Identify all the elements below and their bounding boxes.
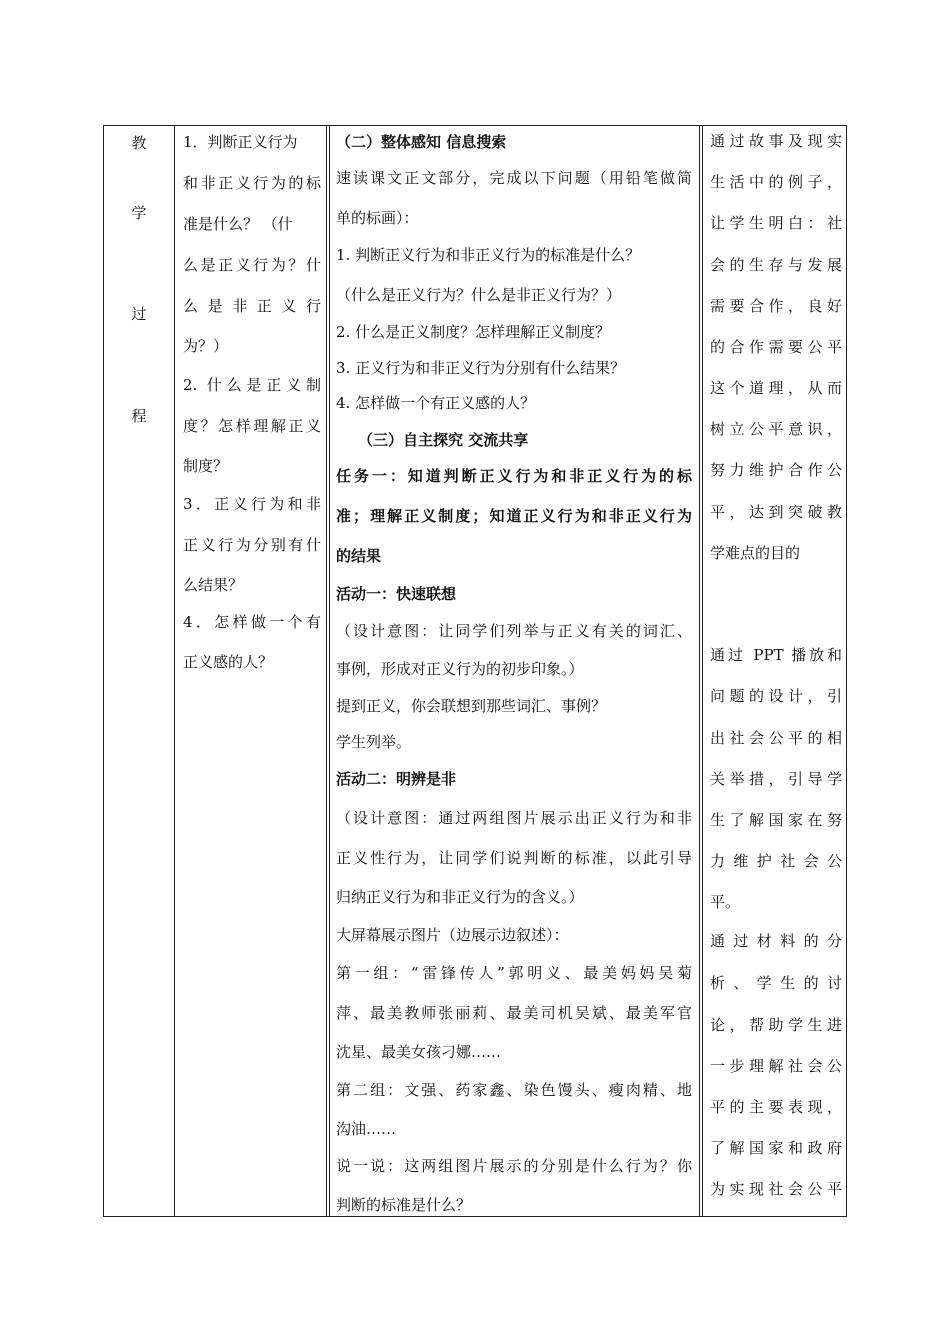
col3-line: 1. 判断正义行为和非正义行为的标准是什么？ [336, 246, 641, 264]
col4-line: 生了解国家在努 [710, 811, 842, 829]
col4-line: 努力维护合作公 [710, 461, 842, 479]
col3-line: 速读课文正文部分，完成以下问题（用铅笔做简 [336, 169, 692, 187]
col4-line: 学难点的目的 [710, 544, 801, 562]
col4-line: 了解国家和政府 [710, 1139, 842, 1157]
col3-line: 2. 什么是正义制度？怎样理解正义制度？ [336, 323, 611, 341]
objectives-column [174, 126, 330, 1216]
col4-line: 的合作需要公平 [710, 338, 842, 356]
side-label-char: 过 [131, 305, 147, 323]
col2-line: 1．判断正义行为 [183, 133, 298, 151]
col4-line: 通 过 材 料 的 分 [710, 932, 842, 950]
col3-line: 学生列举。 [336, 733, 412, 751]
col2-line: 么结果？ [183, 576, 244, 594]
col3-line: 沈星、最美女孩刁娜…… [336, 1043, 502, 1061]
col4-line: 生活中的例子， [710, 173, 842, 191]
lesson-table [103, 125, 847, 1217]
col3-line: （二）整体感知 信息搜索 [336, 133, 507, 151]
col4-line: 为实现社会公平 [710, 1180, 842, 1198]
col3-line: 活动一：快速联想 [336, 585, 457, 603]
col3-line: 归纳正义行为和非正义行为的含义。） [336, 888, 584, 906]
col4-line: 需要合作，良好 [710, 297, 842, 315]
col3-line: 沟油…… [336, 1120, 397, 1138]
col3-line: 任务一：知道判断正义行为和非正义行为的标 [336, 467, 692, 485]
col4-line: 一步理解社会公 [710, 1057, 842, 1075]
label-column [104, 126, 174, 1216]
col2-line: 3．正义行为和非 [183, 495, 321, 513]
col3-line: （什么是正义行为？什么是非正义行为？） [336, 286, 622, 304]
col3-line: （三）自主探究 交流共享 [358, 431, 529, 449]
col4-line: 通过 PPT 播放和 [710, 646, 842, 664]
col4-line: 会的生存与发展 [710, 256, 842, 274]
col2-line: 为？） [183, 337, 229, 355]
side-label-char: 学 [131, 204, 147, 222]
col3-line: 大屏幕展示图片（边展示边叙述）： [336, 926, 569, 944]
activities-column [328, 126, 703, 1216]
col2-line: 制度？ [183, 457, 229, 475]
col4-line: 平。 [710, 893, 741, 911]
col4-line: 平的主要表现， [710, 1098, 842, 1116]
col4-line: 关举措，引导学 [710, 770, 842, 788]
col4-line: 论，帮助学生进 [710, 1016, 842, 1034]
col3-line: 提到正义，你会联想到那些词汇、事例？ [336, 697, 607, 715]
col3-line: 活动二：明辨是非 [336, 770, 457, 788]
col3-line: 3. 正义行为和非正义行为分别有什么结果？ [336, 359, 626, 377]
side-label-char: 教 [131, 134, 147, 152]
col4-line: 平，达到突破教 [710, 503, 842, 521]
col3-line: 单的标画）： [336, 209, 419, 227]
col3-line: 4. 怎样做一个有正义感的人？ [336, 394, 536, 412]
col2-line: 准是什么？ （什 [183, 215, 293, 233]
col3-line: 说一说：这两组图片展示的分别是什么行为？你 [336, 1157, 692, 1175]
col4-line: 出社会公平的相 [710, 729, 842, 747]
col4-line: 树立公平意识， [710, 420, 842, 438]
col4-line: 让学生明白：社 [710, 214, 842, 232]
col3-line: （设计意图：让同学们列举与正义有关的词汇、 [336, 622, 692, 640]
col4-line: 析 、 学 生 的 讨 [710, 974, 842, 992]
side-label-char: 程 [131, 407, 147, 425]
col2-line: 么 是 非 正 义 行 [183, 297, 321, 315]
col2-line: 度？怎样理解正义 [183, 417, 321, 435]
col2-line: 么是正义行为？什 [183, 256, 321, 274]
col2-line: 正义行为分别有什 [183, 536, 321, 554]
col3-line: 事例，形成对正义行为的初步印象。） [336, 660, 584, 678]
col2-line: 正义感的人？ [183, 653, 274, 671]
col3-line: （设计意图：通过两组图片展示出正义行为和非 [336, 809, 692, 827]
col3-line: 判断的标准是什么？ [336, 1196, 472, 1214]
col4-line: 问题的设计，引 [710, 687, 842, 705]
col4-line: 通过故事及现实 [710, 132, 842, 150]
col2-line: 和非正义行为的标 [183, 174, 321, 192]
col3-line: 准；理解正义制度；知道正义行为和非正义行为 [336, 507, 692, 525]
design-intent-column [702, 126, 846, 1216]
col3-line: 第一组：“雷锋传人”郭明义、最美妈妈吴菊 [336, 964, 692, 982]
col4-line: 力 维 护 社 会 公 [710, 852, 842, 870]
col3-line: 正义性行为，让同学们说判断的标准，以此引导 [336, 849, 692, 867]
col3-line: 萍、最美教师张丽莉、最美司机吴斌、最美军官 [336, 1004, 692, 1022]
col4-line: 这个道理，从而 [710, 379, 842, 397]
col2-line: 4．怎样做一个有 [183, 613, 321, 631]
col3-line: 的结果 [336, 547, 382, 565]
col2-line: 2. 什么是正义制 [183, 376, 321, 394]
col3-line: 第二组：文强、药家鑫、染色馒头、瘦肉精、地 [336, 1081, 692, 1099]
